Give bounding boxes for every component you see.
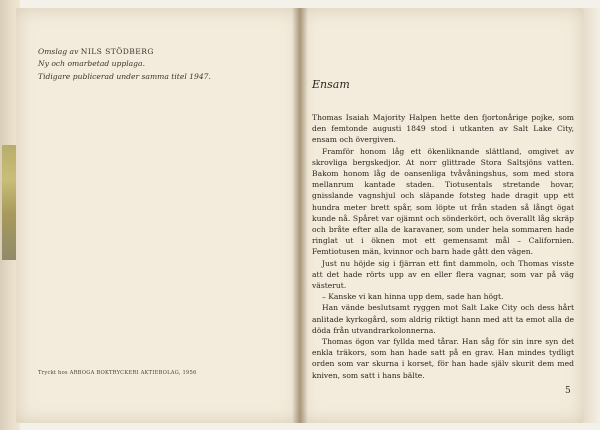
- cover-credit-prefix: Omslag av: [38, 47, 79, 56]
- right-page-edges: [584, 8, 600, 423]
- paragraph: Just nu höjde sig i fjärran ett fint dammoln, och Thomas visste att det hade rörts upp av en eller flera vagnar, som var på väg västerut.: [312, 258, 574, 291]
- paragraph: – Kanske vi kan hinna upp dem, sade han högt.: [322, 292, 504, 302]
- paragraph: Thomas ögon var fyllda med tårar. Han såg för sin inre syn det enkla träkors, som han hade satt på en grav. Han mindes tydligt orden som var skurna i korset, för han hade själv skurit dem med kniven, som satt i hans bälte.: [312, 337, 574, 380]
- edition-note: Ny och omarbetad upplaga.: [38, 59, 145, 69]
- chapter-body: [312, 112, 574, 381]
- cover-artist-name: NILS STÖDBERG: [80, 47, 154, 56]
- cover-credit-line: [38, 46, 211, 58]
- paragraph: Han vände beslutsamt ryggen mot Salt Lake City och dess hårt anlitade kyrkogård, som aldrig riktigt hann med att ta emot alla de döda från utvandrarkolonnerna.: [312, 303, 574, 335]
- book-gutter: [292, 8, 308, 423]
- paragraph: Thomas Isaiah Majority Halpen hette den fjortonårige pojke, som den femtonde augusti 1849 stod i utkanten av Salt Lake City, ensam och övergiven.: [312, 113, 574, 145]
- colophon-credits: [38, 46, 211, 83]
- page-number: 5: [565, 386, 571, 396]
- printer-imprint: Tryckt hos ARBOGA BOKTRYCKERI AKTIEBOLAG, 1956: [38, 370, 197, 376]
- chapter-title: Ensam: [312, 78, 350, 91]
- previous-publication-note: Tidigare publicerad under samma titel 1947.: [38, 71, 211, 81]
- paragraph: Framför honom låg ett ökenliknande slättland, omgivet av skrovliga bergskedjor. At norr glittrade Stora Saltsjöns vatten. Bakom honom låg de oansenliga tvåvåningshus, som med stora mellanrum kantade staden. Tiotusentals stretande hovar, gnisslande vagnshjul och släpande fotsteg hade dragit upp ett hundra meter brett spår, som löpte ut från staden så långt ögat kunde nå. Spåret var ojämnt och sönderkört, och överallt låg skräp och bråte efter alla de karavaner, som under hela sommaren hade ringlat ut i öknen mot ett gemensamt mål – Californien. Femtiotusen män, kvinnor och barn hade gått den vägen.: [312, 146, 574, 257]
